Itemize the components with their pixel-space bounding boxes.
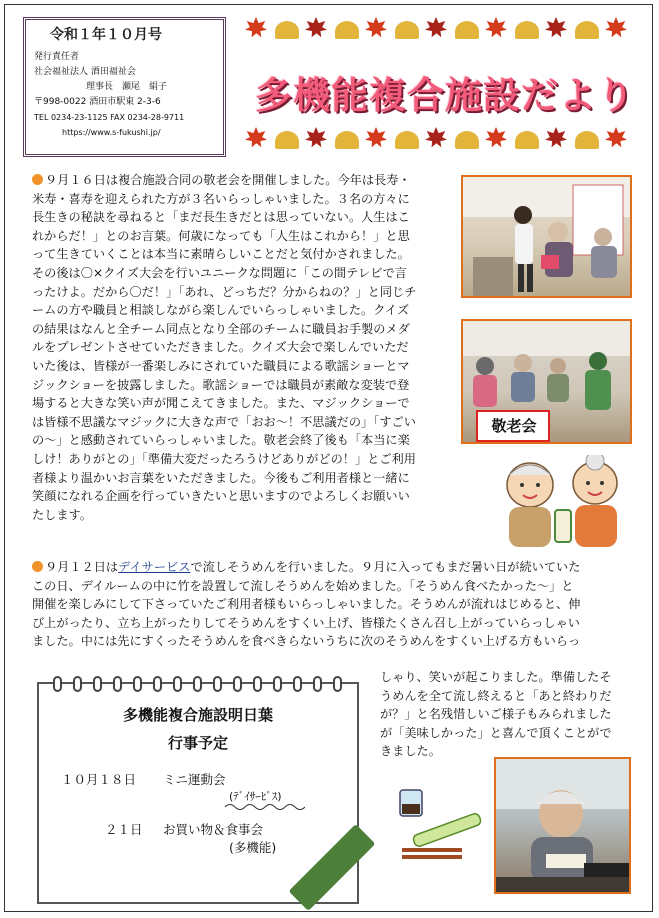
article-line: その後は〇×クイズ大会を行いユニークな問題に「この間テレビで言 — [32, 265, 407, 280]
notepad-ring — [253, 676, 262, 692]
title-area — [245, 15, 645, 155]
ginkgo-leaf-icon — [515, 21, 539, 39]
maple-leaf-icon — [245, 127, 267, 149]
ginkgo-leaf-icon — [395, 131, 419, 149]
ginkgo-leaf-icon — [275, 131, 299, 149]
notepad-ring — [113, 676, 122, 692]
elderly-couple-illustration — [495, 455, 635, 550]
photo-keirokai-sign — [461, 319, 632, 444]
maple-leaf-icon — [365, 17, 387, 39]
somen-illustration — [392, 788, 487, 863]
article-line: ジックショーを披露しました。歌謡ショーでは職員が素敵な変装で登 — [32, 377, 410, 392]
article-line: 開催を楽しみにして下さっていたご利用者様もいらっしゃいました。そうめんが流れはじめると、伸 — [32, 597, 581, 612]
article-line: 者様より温かいお言葉をいただきました。今後もご利用者様と一緒に — [32, 470, 410, 485]
notepad-ring — [93, 676, 102, 692]
article-line: うめんを全て流し終えると「あと終わりだ — [380, 688, 612, 703]
event2-place: (多機能) — [229, 840, 277, 855]
article-line: が「美味しかった」と喜んで頂くことがで — [380, 725, 612, 740]
article-somen-continued — [380, 668, 638, 761]
phone-fax: TEL 0234-23-1125 FAX 0234-28-9711 — [34, 113, 185, 122]
article-line: ました。中には先にすくったそうめんを食べきらないうちに次のそうめんをすくい上げる方もいらっ — [32, 634, 581, 649]
article-line: ９月１２日はデイサービスで流しそうめんを行いました。９月に入ってもまだ暑い日が続いていた — [32, 558, 634, 577]
article-keirokai — [32, 171, 460, 524]
event2-date: ２１日 — [105, 822, 143, 837]
bullet-icon — [32, 174, 43, 185]
notepad-ring — [153, 676, 162, 692]
event1-date: １０月１８日 — [61, 772, 137, 787]
article-line: しけ！ありがとの」「準備大変だったろうけどありがどの！」とご利用 — [32, 451, 416, 466]
maple-leaf-icon — [605, 127, 627, 149]
ginkgo-leaf-icon — [515, 131, 539, 149]
director-name: 理事長 瀬尾 絹子 — [86, 82, 168, 92]
article-line: たします。 — [32, 507, 92, 522]
issuer-box — [23, 17, 226, 157]
article-line: ９月１６日は複合施設合同の敬老会を開催しました。今年は長寿・ — [32, 171, 460, 190]
issuer-info — [34, 50, 215, 140]
schedule-facility-title: 多機能複合施設明日葉 — [122, 706, 273, 724]
schedule-heading: 行事予定 — [167, 734, 228, 752]
maple-leaf-icon — [545, 127, 567, 149]
notepad-ring — [273, 676, 282, 692]
maple-leaf-icon — [485, 17, 507, 39]
notepad-ring — [233, 676, 242, 692]
notepad-ring — [213, 676, 222, 692]
article-line: 場すると大きな笑い声が聞こえてきました。また、マジックショーで — [32, 396, 410, 411]
ginkgo-leaf-icon — [455, 131, 479, 149]
article-line: ームの方や職員と相談しながら楽しんでいらっしゃいました。クイズ — [32, 303, 410, 318]
notepad-ring — [133, 676, 142, 692]
ginkgo-leaf-icon — [335, 21, 359, 39]
article-line: 笑顔になれる企画を行っていきたいと思いますのでよろしくお願いい — [32, 489, 410, 504]
issue-label: 令和１年１０月号 — [50, 27, 162, 43]
article-line: の～」と感動されていらっしゃいました。敬老会終了後も「本当に楽 — [32, 433, 410, 448]
keirokai-sign-text: 敬老会 — [491, 417, 537, 435]
article-line: しゃり、笑いが起こりました。準備したそ — [380, 670, 612, 684]
article-line: 米寿・喜寿を迎えられた方が３名いらっしゃいました。３名の方々に — [32, 191, 410, 206]
event2-name: お買い物＆食事会 — [163, 822, 264, 837]
ginkgo-leaf-icon — [395, 21, 419, 39]
maple-leaf-icon — [425, 17, 447, 39]
ginkgo-leaf-icon — [575, 131, 599, 149]
article-line: って生きていくことは本当に素晴らしいことだと気付かされました。 — [32, 247, 410, 262]
article-line: きました。 — [380, 744, 441, 759]
org-name: 社会福祉法人 酒田福祉会 — [34, 67, 136, 77]
notepad-ring — [53, 676, 62, 692]
address: 〒998-0022 酒田市駅東 2-3-6 — [34, 97, 161, 107]
article-line: いた後は、皆様が一番楽しみにされていた職員による歌謡ショーとマ — [32, 358, 410, 373]
maple-leaf-icon — [305, 17, 327, 39]
article-line: は皆様不思議なマジックに大きな声で「おお～！不思議だの」「すごい — [32, 414, 416, 429]
notepad-ring — [173, 676, 182, 692]
bullet-icon — [32, 561, 43, 572]
notepad-ring — [293, 676, 302, 692]
notepad-ring — [73, 676, 82, 692]
maple-leaf-icon — [545, 17, 567, 39]
article-line: この日、デイルームの中に竹を設置して流しそうめんを始めました。「そうめん食べたかった～」と — [32, 578, 574, 593]
maple-leaf-icon — [425, 127, 447, 149]
maple-leaf-icon — [365, 127, 387, 149]
notepad-ring — [333, 676, 342, 692]
article-line: ったけよ。だから〇だ！」「あれ、どっちだ？分からねの？」と同じチ — [32, 284, 417, 299]
photo-eating-somen — [494, 757, 631, 894]
dayservice-link[interactable]: デイサービス — [118, 560, 191, 574]
article-line: の結果はなんと全チーム同点となり全部のチームに職員お手製のメダ — [32, 321, 410, 336]
article-somen — [32, 558, 634, 651]
article-line: ルをプレゼントさせていただきました。クイズ大会で楽しんでいただ — [32, 340, 409, 355]
website-url[interactable]: https://www.s-fukushi.jp/ — [62, 128, 161, 137]
photo-ceremony — [461, 175, 632, 298]
article-line: び上がったり、立ち上がったりしてそうめんをすくい上げ、皆様たくさん召し上がっていらっしゃい — [32, 615, 580, 630]
maple-leaf-icon — [245, 17, 267, 39]
notepad-ring — [193, 676, 202, 692]
event1-name: ミニ運動会 — [163, 772, 226, 787]
ginkgo-leaf-icon — [455, 21, 479, 39]
maple-leaf-icon — [485, 127, 507, 149]
maple-leaf-icon — [305, 127, 327, 149]
notepad-ring — [313, 676, 322, 692]
article-line: れからだ！」とのお言葉。何歳になっても「人生はこれから！」と思 — [32, 228, 410, 243]
event1-place: (ﾃﾞｲｻｰﾋﾞｽ) — [229, 790, 282, 803]
ginkgo-leaf-icon — [335, 131, 359, 149]
ginkgo-leaf-icon — [575, 21, 599, 39]
newsletter-title: 多機能複合施設だより — [255, 74, 635, 117]
issuer-label: 発行責任者 — [34, 52, 80, 62]
maple-leaf-icon — [605, 17, 627, 39]
ginkgo-leaf-icon — [275, 21, 299, 39]
article-line: が？」と名残惜しいご様子もみられました — [380, 707, 612, 722]
article-line: 長生きの秘訣を尋ねると「まだ長生きだとは思っていない。人生はこ — [32, 210, 410, 225]
wavy-underline — [225, 802, 305, 812]
